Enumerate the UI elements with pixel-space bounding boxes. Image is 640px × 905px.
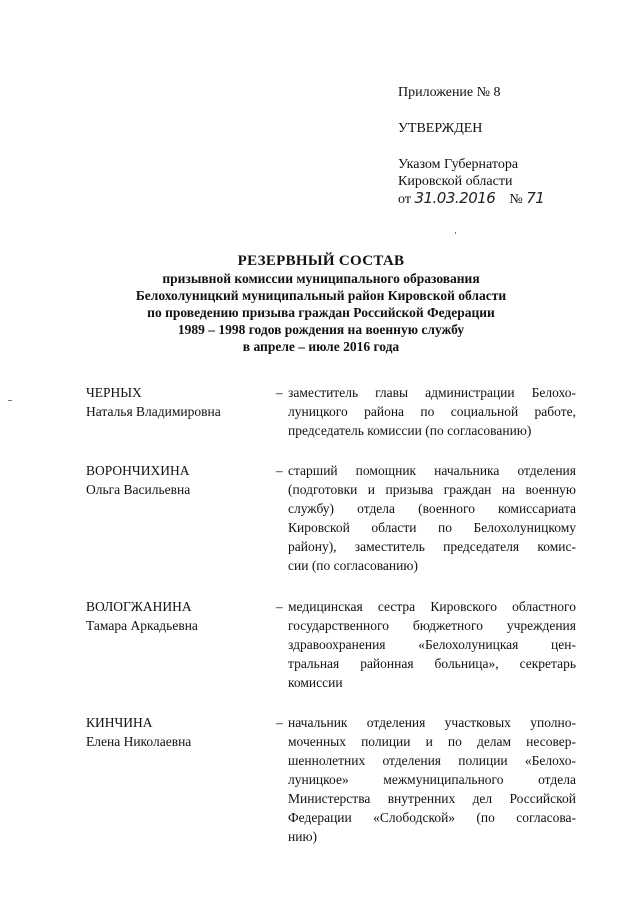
title-line-1: РЕЗЕРВНЫЙ СОСТАВ [237, 253, 405, 269]
role-line: (подготовки и призыва граждан на военную [288, 482, 576, 497]
scan-mark [8, 400, 12, 401]
role-line: медицинская сестра Кировского областного [288, 599, 576, 614]
role-line: начальник отделения участковых уполно- [288, 715, 576, 730]
date-prefix: от [398, 192, 411, 207]
member-name [86, 383, 276, 421]
role-line: району), заместитель председателя комис- [288, 539, 576, 554]
member-given-name: Ольга Васильевна [86, 482, 191, 497]
handwritten-date: 31.03.2016 [414, 189, 496, 207]
member-name [86, 597, 276, 635]
role-line: Министерства внутренних дел Российской [288, 791, 576, 806]
member-role [288, 597, 576, 692]
approved-label: УТВЕРЖДЕН [398, 121, 483, 136]
role-line: комиссии [288, 675, 343, 690]
member-surname: КИНЧИНА [86, 715, 153, 730]
title-line-6: в апреле – июле 2016 года [242, 339, 400, 354]
scan-mark [455, 232, 456, 234]
role-line: Федерации «Слободской» (по согласова- [288, 810, 576, 825]
member-surname: ЧЕРНЫХ [86, 385, 142, 400]
handwritten-number: 71 [526, 189, 545, 207]
role-line: моченных полиции и по делам несовер- [288, 734, 576, 749]
number-prefix: № [509, 192, 523, 207]
member-role [288, 461, 576, 575]
member-dash: – [276, 385, 283, 400]
title-line-2: призывной комиссии муниципального образования [162, 271, 480, 286]
member-name [86, 461, 276, 499]
decree-line-2: Кировской области [398, 174, 513, 189]
decree-date-line [398, 190, 598, 208]
role-line: сии (по согласованию) [288, 558, 418, 573]
title-line-4: по проведению призыва граждан Российской Федерации [147, 305, 495, 320]
member-dash: – [276, 463, 283, 478]
title-line-5: 1989 – 1998 годов рождения на военную службу [177, 322, 465, 337]
role-line: шеннолетних отделения полиции «Белохо- [288, 753, 576, 768]
member-name [86, 713, 276, 751]
role-line: Кировской области по Белохолуницкому [288, 520, 576, 535]
document-title [80, 252, 562, 355]
role-line: государственного бюджетного учреждения [288, 618, 576, 633]
approval-block [398, 84, 598, 208]
role-line: нию) [288, 829, 318, 844]
role-line: луницкое» межмуниципального отдела [288, 772, 576, 787]
role-line: службу) отдела (военного комиссариата [288, 501, 576, 516]
role-line: заместитель главы администрации Белохо- [288, 385, 576, 400]
role-line: здравоохранения «Белохолуницкая цен- [288, 637, 576, 652]
role-line: председатель комиссии (по согласованию) [288, 423, 532, 438]
member-dash: – [276, 599, 283, 614]
member-role [288, 713, 576, 846]
member-surname: ВОЛОГЖАНИНА [86, 599, 192, 614]
role-line: луницкого района по социальной работе, [288, 404, 576, 419]
role-line: старший помощник начальника отделения [288, 463, 576, 478]
member-given-name: Елена Николаевна [86, 734, 192, 749]
member-given-name: Наталья Владимировна [86, 404, 221, 419]
decree-line-1: Указом Губернатора [398, 157, 519, 172]
member-dash: – [276, 715, 283, 730]
role-line: тральная районная больница», секретарь [288, 656, 576, 671]
member-surname: ВОРОНЧИХИНА [86, 463, 190, 478]
member-role [288, 383, 576, 440]
appendix-label: Приложение № 8 [398, 85, 501, 100]
title-line-3: Белохолуницкий муниципальный район Кировской области [135, 288, 507, 303]
member-given-name: Тамара Аркадьевна [86, 618, 198, 633]
